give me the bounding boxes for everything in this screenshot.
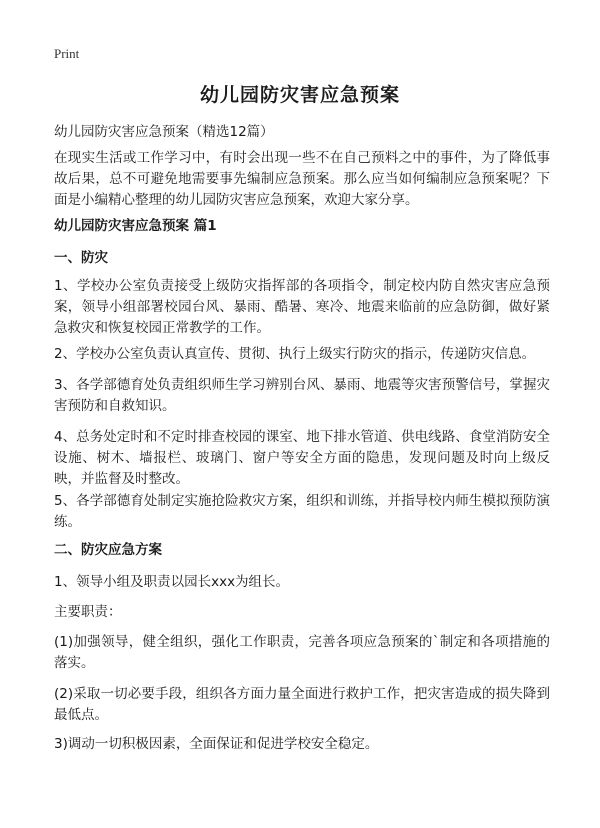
duties-label: 主要职责： — [54, 604, 122, 620]
duty-item-2: (2)采取一切必要手段，组织各方面力量全面进行救护工作，把灾害造成的损失降到最低点。 — [54, 686, 550, 723]
part1-item-2: 2、学校办公室负责认真宣传、贯彻、执行上级实行防灾的指示，传递防灾信息。 — [54, 346, 536, 362]
duty-item-1: (1)加强领导，健全组织，强化工作职责，完善各项应急预案的`制定和各项措施的落实。 — [54, 634, 550, 671]
print-link[interactable]: Print — [54, 46, 80, 61]
part1-heading: 一、防灾 — [54, 250, 108, 266]
part1-item-1: 1、学校办公室负责接受上级防灾指挥部的各项指令，制定校内防自然灾害应急预案，领导小组部署校园台风、暴雨、酷暑、寒冷、地震来临前的应急防御，做好紧急救灾和恢复校园正常教学的工作。 — [54, 278, 550, 336]
part1-item-4: 4、总务处定时和不定时排查校园的课室、地下排水管道、供电线路、食堂消防安全设施、树木、墙报栏、玻璃门、窗户等安全方面的隐患，发现问题及时向上级反映，并监督及时整改。 — [54, 429, 550, 487]
part1-item-3: 3、各学部德育处负责组织师生学习辨别台风、暴雨、地震等灾害预警信号，掌握灾害预防和自救知识。 — [54, 377, 550, 414]
part2-heading: 二、防灾应急方案 — [54, 542, 162, 558]
intro-paragraph: 在现实生活或工作学习中，有时会出现一些不在自己预料之中的事件，为了降低事故后果，总不可避免地需要事先编制应急预案。那么应当如何编制应急预案呢？下面是小编精心整理的幼儿园防灾害应急预案，欢迎大家分享。 — [54, 150, 550, 208]
section-title: 幼儿园防灾害应急预案 篇1 — [54, 218, 217, 234]
part2-item-1: 1、领导小组及职责以园长xxx为组长。 — [54, 574, 290, 590]
duty-item-3: 3)调动一切积极因素，全面保证和促进学校安全稳定。 — [54, 736, 379, 752]
document-subtitle: 幼儿园防灾害应急预案（精选12篇） — [54, 124, 274, 140]
part1-item-5: 5、各学部德育处制定实施抢险救灾方案，组织和训练，并指导校内师生模拟预防演练。 — [54, 493, 550, 530]
document-title: 幼儿园防灾害应急预案 — [199, 84, 400, 106]
